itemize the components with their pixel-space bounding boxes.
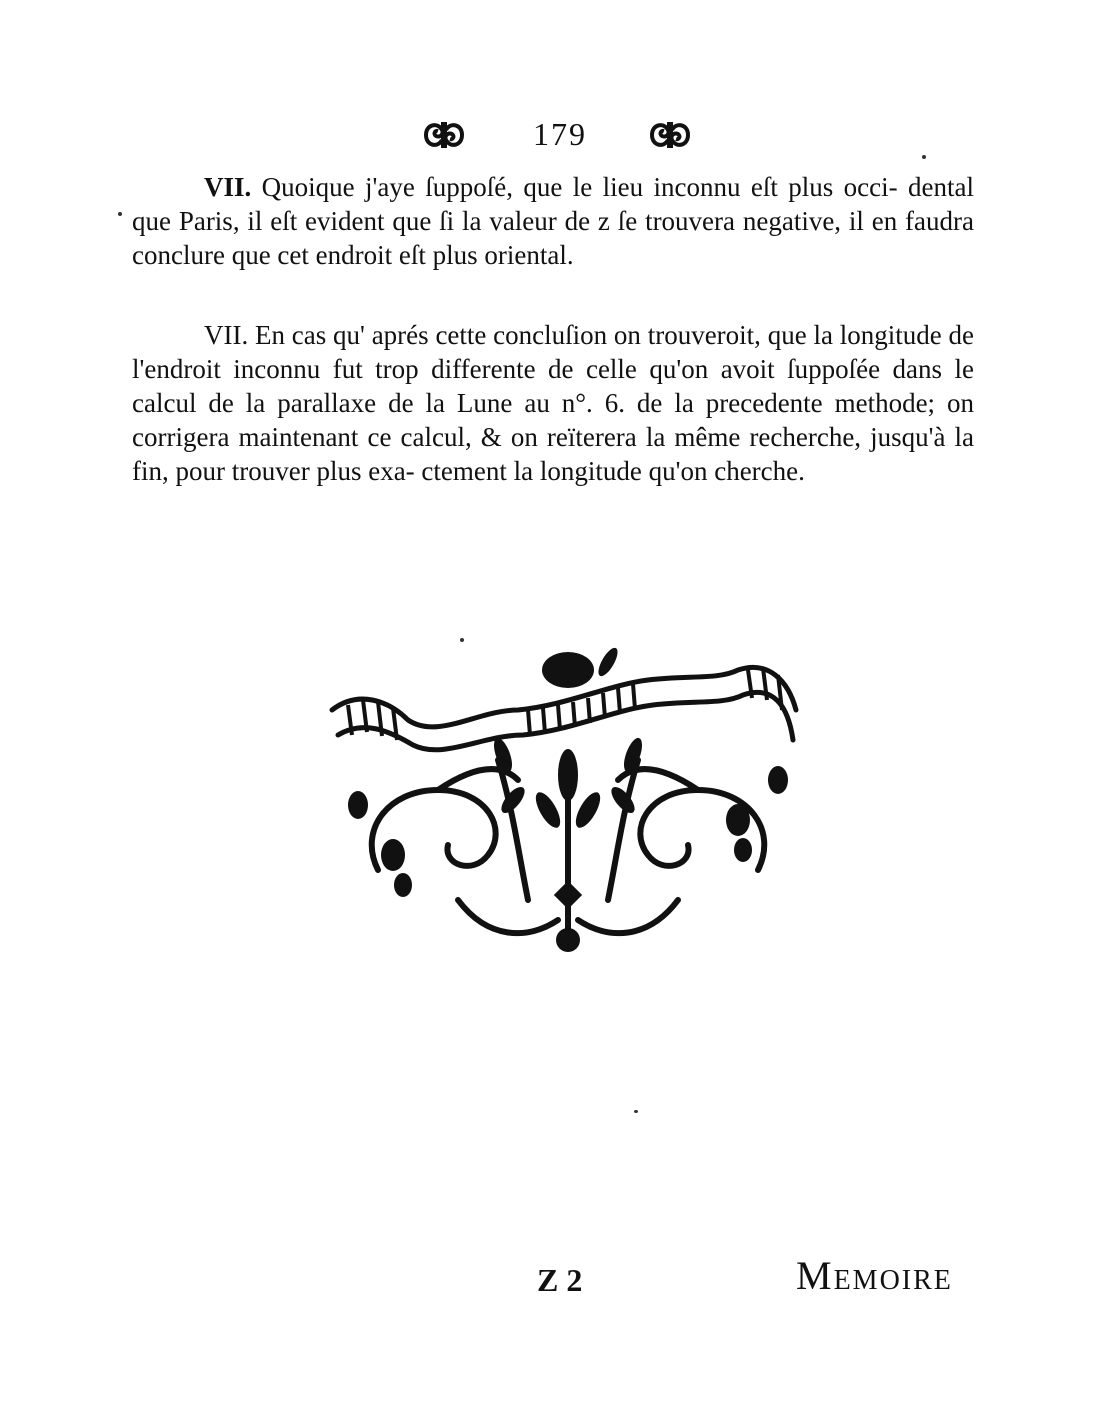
tailpiece-ornament-icon <box>318 640 818 970</box>
paper-speck <box>460 638 464 642</box>
paragraph-vii-second <box>132 318 974 488</box>
signature-mark: Z 2 <box>537 1262 583 1298</box>
fleuron-left-icon <box>420 118 468 152</box>
paragraph-body <box>132 170 974 272</box>
section-numeral: VII. <box>204 172 252 202</box>
section-numeral: VII. <box>204 320 249 350</box>
paper-speck <box>922 155 926 159</box>
fleuron-right-icon <box>646 118 694 152</box>
paragraph-text: Quoique j'aye ſuppoſé, que le lieu inconnu eſt plus occi- dental que Paris, il eſt evident que ſi la valeur de z ſe trouvera negative, il en faudra conclure que cet endroit eſt plus oriental. <box>132 172 974 270</box>
paragraph-text: En cas qu' aprés cette concluſion on trouveroit, que la longitude de l'endroit inconnu fut trop differente de celle qu'on avoit ſuppoſée dans le calcul de la parallaxe de la Lune au n°. 6. de la precedente methode; on corrigera maintenant ce calcul, & on reïterera la même recherche, jusqu'à la fin, pour trouver plus exa- ctement la longitude qu'on cherche. <box>132 320 974 486</box>
page-number: 179 <box>533 116 587 152</box>
running-header <box>0 112 1100 162</box>
paper-speck <box>634 1110 638 1113</box>
paper-speck <box>118 212 122 216</box>
catchword: Memoire <box>796 1253 953 1298</box>
paragraph-vii-first <box>132 170 974 272</box>
paragraph-body <box>132 318 974 488</box>
